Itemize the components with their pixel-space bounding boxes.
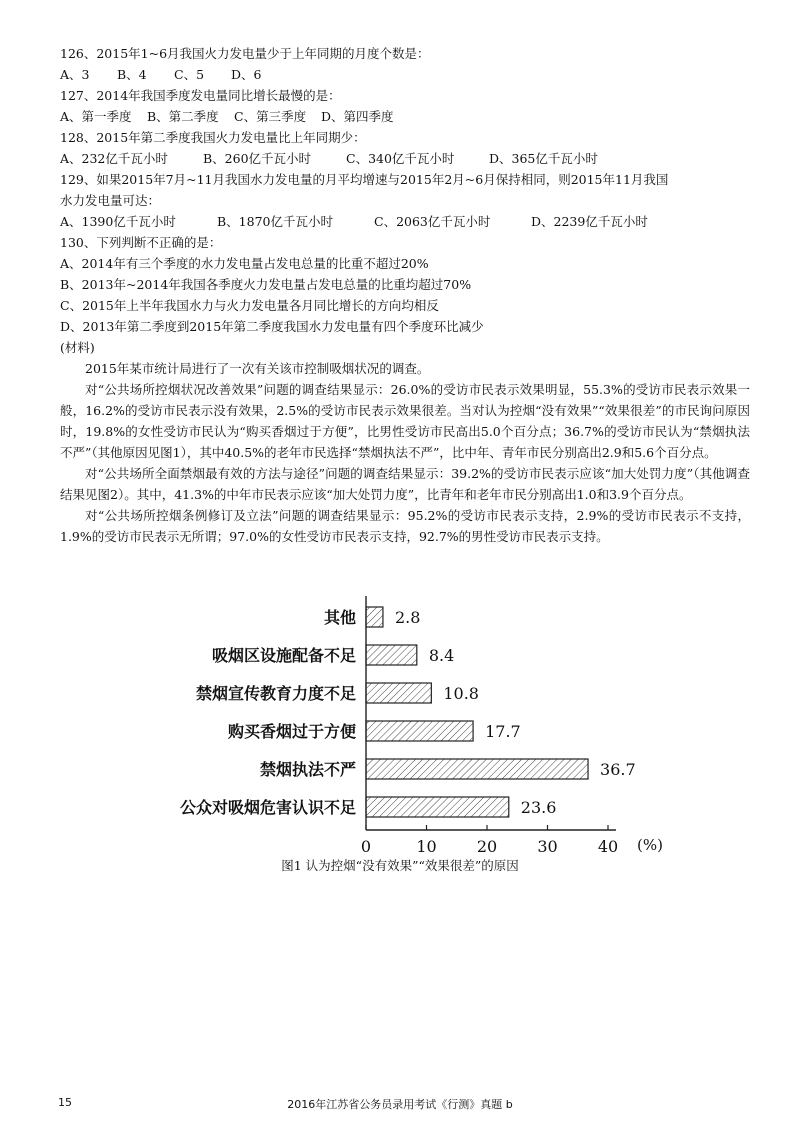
question-126-option-c: C、5 xyxy=(174,67,205,82)
question-127-option-c: C、第三季度 xyxy=(234,109,307,124)
question-126-option-a: A、3 xyxy=(60,67,90,82)
question-127-option-b: B、第二季度 xyxy=(147,109,219,124)
value-label: 10.8 xyxy=(443,684,479,703)
document-content xyxy=(60,43,750,547)
x-axis-unit: (%) xyxy=(637,836,663,854)
bar xyxy=(366,721,473,741)
bar xyxy=(366,645,417,665)
figure-1-chart xyxy=(130,592,690,882)
question-129-option-d: D、2239亿千瓦小时 xyxy=(531,214,648,229)
material-label: (材料) xyxy=(60,340,95,355)
question-128-option-b: B、260亿千瓦小时 xyxy=(203,151,312,166)
value-label: 36.7 xyxy=(600,760,636,779)
question-126-options xyxy=(60,64,750,85)
question-129-option-c: C、2063亿千瓦小时 xyxy=(374,214,491,229)
question-129-stem-continued: 水力发电量可达： xyxy=(60,193,161,208)
question-128-option-a: A、232亿千瓦小时 xyxy=(60,151,168,166)
question-127-stem: 127、2014年我国季度发电量同比增长最慢的是： xyxy=(60,88,341,103)
x-tick-label: 20 xyxy=(476,837,498,856)
bar-chart-svg xyxy=(130,592,690,856)
question-127-option-a: A、第一季度 xyxy=(60,109,132,124)
category-label: 禁烟宣传教育力度不足 xyxy=(195,684,356,703)
question-128-option-d: D、365亿千瓦小时 xyxy=(489,151,598,166)
question-130-option-c: C、2015年上半年我国水力与火力发电量各月同比增长的方向均相反 xyxy=(60,298,439,313)
question-126-stem: 126、2015年1~6月我国火力发电量少于上年同期的月度个数是： xyxy=(60,46,430,61)
question-127-option-d: D、第四季度 xyxy=(321,109,394,124)
category-label: 禁烟执法不严 xyxy=(259,760,356,779)
question-130-option-d: D、2013年第二季度到2015年第二季度我国水力发电量有四个季度环比减少 xyxy=(60,319,484,334)
question-129-stem: 129、如果2015年7月~11月我国水力发电量的月平均增速与2015年2月~6月保持相同，则2015年11月我国 xyxy=(60,172,669,187)
x-tick-label: 40 xyxy=(597,837,619,856)
x-tick-label: 30 xyxy=(537,837,558,856)
bar xyxy=(366,759,588,779)
material-paragraph-3: 对“公共场所全面禁烟最有效的方法与途径”问题的调查结果显示：39.2%的受访市民表示应该“加大处罚力度”（其他调查结果见图2）。其中，41.3%的中年市民表示应该“加大处罚力度”，比青年和老年市民分别高出1.0和3.9个百分点。 xyxy=(60,466,750,502)
value-label: 17.7 xyxy=(485,722,521,741)
question-128-stem: 128、2015年第二季度我国火力发电量比上年同期少： xyxy=(60,130,366,145)
material-paragraph-4: 对“公共场所控烟条例修订及立法”问题的调查结果显示：95.2%的受访市民表示支持，2.9%的受访市民表示不支持，1.9%的受访市民表示无所谓；97.0%的女性受访市民表示支持，92.7%的男性受访市民表示支持。 xyxy=(60,508,750,544)
material-paragraph-1: 2015年某市统计局进行了一次有关该市控制吸烟状况的调查。 xyxy=(85,361,430,376)
footer-title: 2016年江苏省公务员录用考试《行测》真题 b xyxy=(287,1098,513,1111)
question-126-option-b: B、4 xyxy=(117,67,147,82)
question-128-option-c: C、340亿千瓦小时 xyxy=(346,151,455,166)
category-label: 吸烟区设施配备不足 xyxy=(211,646,356,665)
value-label: 23.6 xyxy=(520,798,557,817)
question-127-options xyxy=(60,106,750,127)
value-label: 2.8 xyxy=(394,608,421,627)
material-paragraph-2: 对“公共场所控烟状况改善效果”问题的调查结果显示：26.0%的受访市民表示效果明显，55.3%的受访市民表示效果一般，16.2%的受访市民表示没有效果，2.5%的受访市民表示效果很差。当对认为控烟“没有效果”“效果很差”的市民询问原因时，19.8%的女性受访市民认为“购买香烟过于方便”，比男性受访市民高出5.0个百分点；36.7%的受访市民认为“禁烟执法不严”（其他原因见图1），其中40.5%的老年市民选择“禁烟执法不严”，比中年、青年市民分别高出2.9和5.6个百分点。 xyxy=(60,382,750,460)
question-130-option-a: A、2014年有三个季度的水力发电量占发电总量的比重不超过20% xyxy=(60,256,429,271)
figure-1-caption: 图1 认为控烟“没有效果”“效果很差”的原因 xyxy=(281,858,519,873)
category-label: 其他 xyxy=(323,608,356,627)
value-label: 8.4 xyxy=(428,646,455,665)
bar xyxy=(366,607,383,627)
bar xyxy=(366,683,431,703)
question-130-stem: 130、下列判断不正确的是： xyxy=(60,235,222,250)
question-126-option-d: D、6 xyxy=(231,67,262,82)
question-129-option-a: A、1390亿千瓦小时 xyxy=(60,214,176,229)
x-tick-label: 0 xyxy=(360,837,372,856)
question-128-options xyxy=(60,148,750,169)
question-129-option-b: B、1870亿千瓦小时 xyxy=(217,214,333,229)
category-label: 购买香烟过于方便 xyxy=(227,722,356,741)
category-label: 公众对吸烟危害认识不足 xyxy=(179,798,356,817)
question-130-option-b: B、2013年~2014年我国各季度火力发电量占发电总量的比重均超过70% xyxy=(60,277,472,292)
footer-page-number: 15 xyxy=(58,1096,72,1109)
bar xyxy=(366,797,509,817)
question-129-options xyxy=(60,211,750,232)
x-tick-label: 10 xyxy=(416,837,437,856)
